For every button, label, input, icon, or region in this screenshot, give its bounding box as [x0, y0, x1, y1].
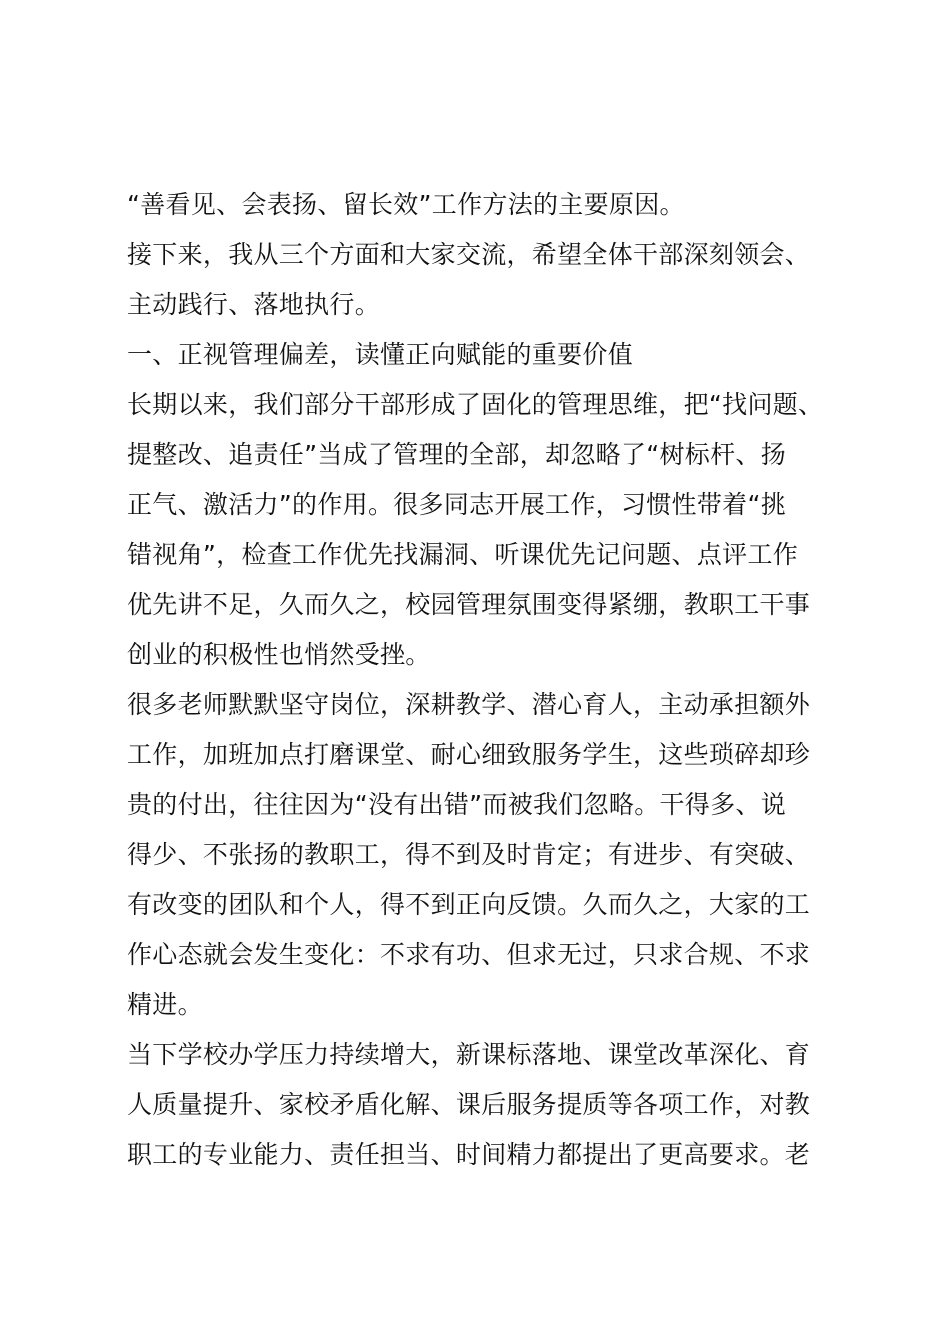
text-line: 得少、不张扬的教职工，得不到及时肯定；有进步、有突破、	[127, 840, 811, 869]
document-body	[127, 180, 847, 1180]
text-line: 提整改、追责任”当成了管理的全部，却忽略了“树标杆、扬	[127, 440, 787, 469]
text-line: 精进。	[127, 990, 203, 1019]
text-line: 正气、激活力”的作用。很多同志开展工作，习惯性带着“挑	[127, 490, 787, 519]
text-line: 作心态就会发生变化：不求有功、但求无过，只求合规、不求	[127, 940, 811, 969]
text-line: 接下来，我从三个方面和大家交流，希望全体干部深刻领会、	[127, 240, 811, 269]
text-line: 优先讲不足，久而久之，校园管理氛围变得紧绷，教职工干事	[127, 590, 811, 619]
text-line: 工作，加班加点打磨课堂、耐心细致服务学生，这些琐碎却珍	[127, 740, 811, 769]
text-line: 贵的付出，往往因为“没有出错”而被我们忽略。干得多、说	[127, 790, 787, 819]
text-line: 很多老师默默坚守岗位，深耕教学、潜心育人，主动承担额外	[127, 690, 811, 719]
text-line: 职工的专业能力、责任担当、时间精力都提出了更高要求。老	[127, 1140, 811, 1169]
text-line: 人质量提升、家校矛盾化解、课后服务提质等各项工作，对教	[127, 1090, 811, 1119]
text-line: 创业的积极性也悄然受挫。	[127, 640, 431, 669]
text-line: 有改变的团队和个人，得不到正向反馈。久而久之，大家的工	[127, 890, 811, 919]
text-line: 主动践行、落地执行。	[127, 290, 381, 319]
text-line: 当下学校办学压力持续增大，新课标落地、课堂改革深化、育	[127, 1040, 811, 1069]
text-line: “善看见、会表扬、留长效”工作方法的主要原因。	[127, 190, 685, 219]
text-line: 错视角”，检查工作优先找漏洞、听课优先记问题、点评工作	[127, 540, 799, 569]
text-line: 长期以来，我们部分干部形成了固化的管理思维，把“找问题、	[127, 390, 824, 419]
section-heading: 一、正视管理偏差，读懂正向赋能的重要价值	[127, 340, 634, 369]
